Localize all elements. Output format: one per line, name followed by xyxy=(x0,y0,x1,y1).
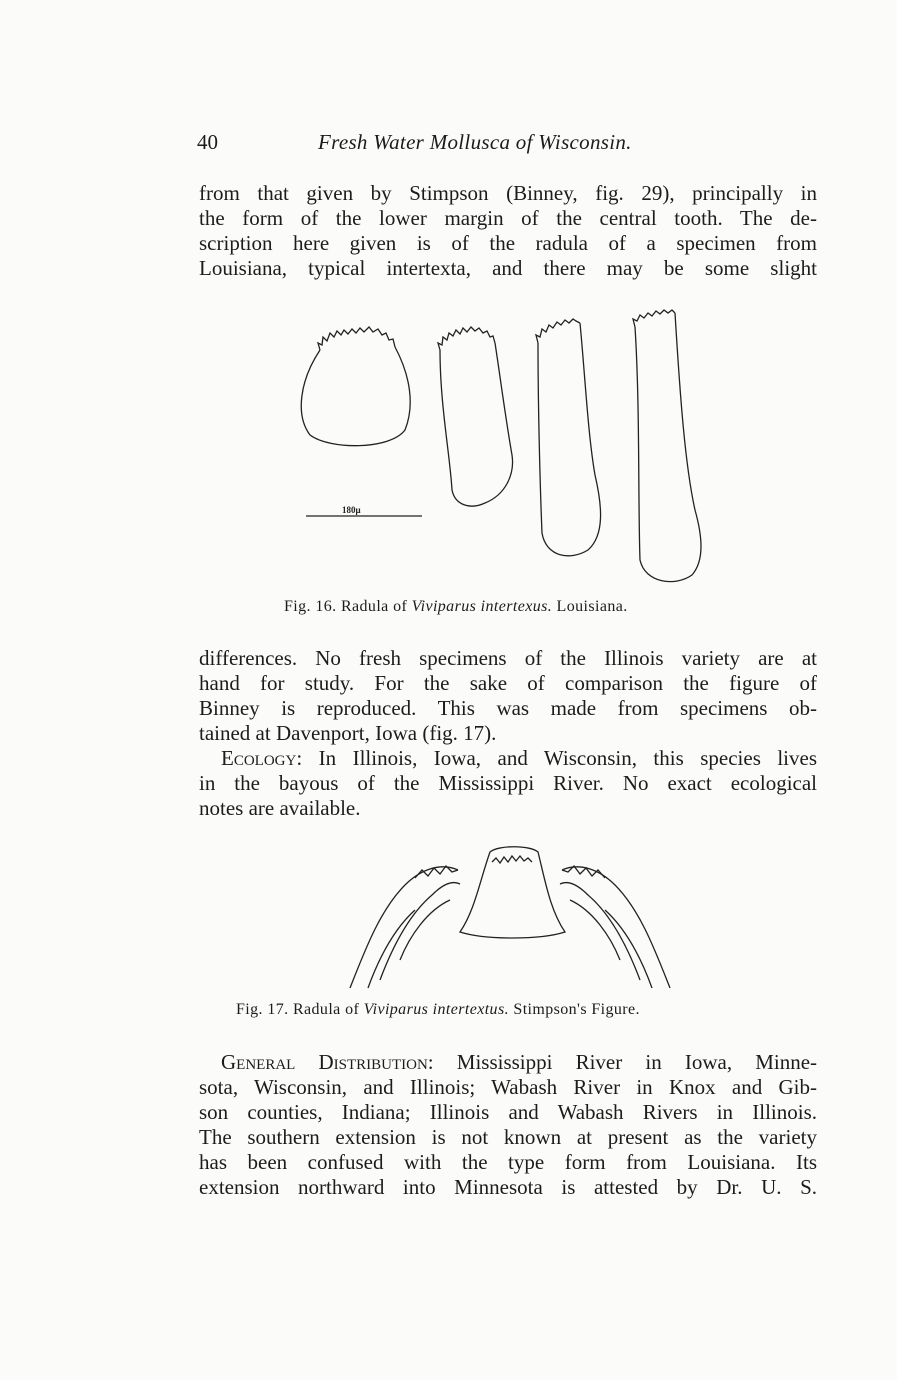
text-line: tained at Davenport, Iowa (fig. 17). xyxy=(199,721,497,745)
text-line: hand for study. For the sake of comparison the figure of xyxy=(199,671,817,695)
text-line: The southern extension is not known at present as the variety xyxy=(199,1125,817,1149)
ecology-line-rest: In Illinois, Iowa, and Wisconsin, this species lives xyxy=(318,746,817,770)
figure-16-radula-drawing xyxy=(290,305,720,590)
right-inner-fold xyxy=(605,910,652,988)
distribution-heading: General Distribution: xyxy=(221,1050,434,1074)
ecology-heading: Ecology: xyxy=(221,746,303,770)
left-marginal-tooth xyxy=(400,900,450,960)
text-line: the form of the lower margin of the central tooth. The de- xyxy=(199,206,817,230)
right-lateral-tooth xyxy=(562,867,670,988)
scale-bar-label: 180μ xyxy=(342,505,361,515)
central-tooth-outline xyxy=(301,347,410,446)
text-line: in the bayous of the Mississippi River. No exact ecological xyxy=(199,771,817,795)
paragraph-differences xyxy=(199,646,817,746)
figure-16-caption xyxy=(284,598,628,616)
text-line: extension northward into Minnesota is attested by Dr. U. S. xyxy=(199,1175,817,1199)
paragraph-general-distribution xyxy=(199,1050,817,1200)
text-line: has been confused with the type form from Louisiana. Its xyxy=(199,1150,817,1174)
lateral-tooth-outline xyxy=(440,343,513,506)
paragraph-ecology xyxy=(199,746,817,821)
figure-17-radula-drawing xyxy=(340,840,680,995)
text-line: son counties, Indiana; Illinois and Wabash Rivers in Illinois. xyxy=(199,1100,817,1124)
text-line: sota, Wisconsin, and Illinois; Wabash River in Knox and Gib- xyxy=(199,1075,817,1099)
central-tooth-outline xyxy=(460,847,565,938)
left-inner-fold xyxy=(368,910,415,988)
outer-marginal-tooth-outline xyxy=(635,313,701,582)
right-marginal-tooth xyxy=(570,900,620,960)
left-lateral-tooth xyxy=(380,883,460,980)
marginal-tooth-outline xyxy=(538,323,601,556)
caption-prefix: Fig. 17. Radula of xyxy=(236,1001,360,1018)
text-line: notes are available. xyxy=(199,796,361,820)
text-line: Binney is reproduced. This was made from specimens ob- xyxy=(199,696,817,720)
central-tooth-cusps xyxy=(318,327,395,350)
caption-species: Viviparus intertextus. xyxy=(363,1001,509,1018)
text-line: Louisiana, typical intertexta, and there may be some slight xyxy=(199,256,817,280)
text-line xyxy=(199,746,817,771)
caption-species: Viviparus intertexus. xyxy=(411,598,553,615)
caption-locality: Louisiana. xyxy=(556,598,628,615)
text-line xyxy=(199,1050,817,1075)
paragraph-continuation xyxy=(199,181,817,281)
distribution-line-rest: Mississippi River in Iowa, Minne- xyxy=(456,1050,818,1074)
figure-17-caption xyxy=(236,1001,640,1019)
lateral-tooth-cusps xyxy=(438,327,495,350)
outer-marginal-tooth-cusps xyxy=(633,310,675,327)
page-header xyxy=(197,130,817,160)
text-line: differences. No fresh specimens of the Illinois variety are at xyxy=(199,646,817,670)
text-line: scription here given is of the radula of a specimen from xyxy=(199,231,817,255)
caption-prefix: Fig. 16. Radula of xyxy=(284,598,408,615)
right-lateral-tooth xyxy=(560,883,640,980)
page-number: 40 xyxy=(197,130,218,154)
marginal-tooth-cusps xyxy=(536,319,580,343)
running-title: Fresh Water Mollusca of Wisconsin. xyxy=(318,130,632,154)
text-line: from that given by Stimpson (Binney, fig. 29), principally in xyxy=(199,181,817,205)
left-lateral-tooth xyxy=(350,867,458,988)
central-tooth-cusps xyxy=(492,856,532,863)
caption-source: Stimpson's Figure. xyxy=(513,1001,640,1018)
